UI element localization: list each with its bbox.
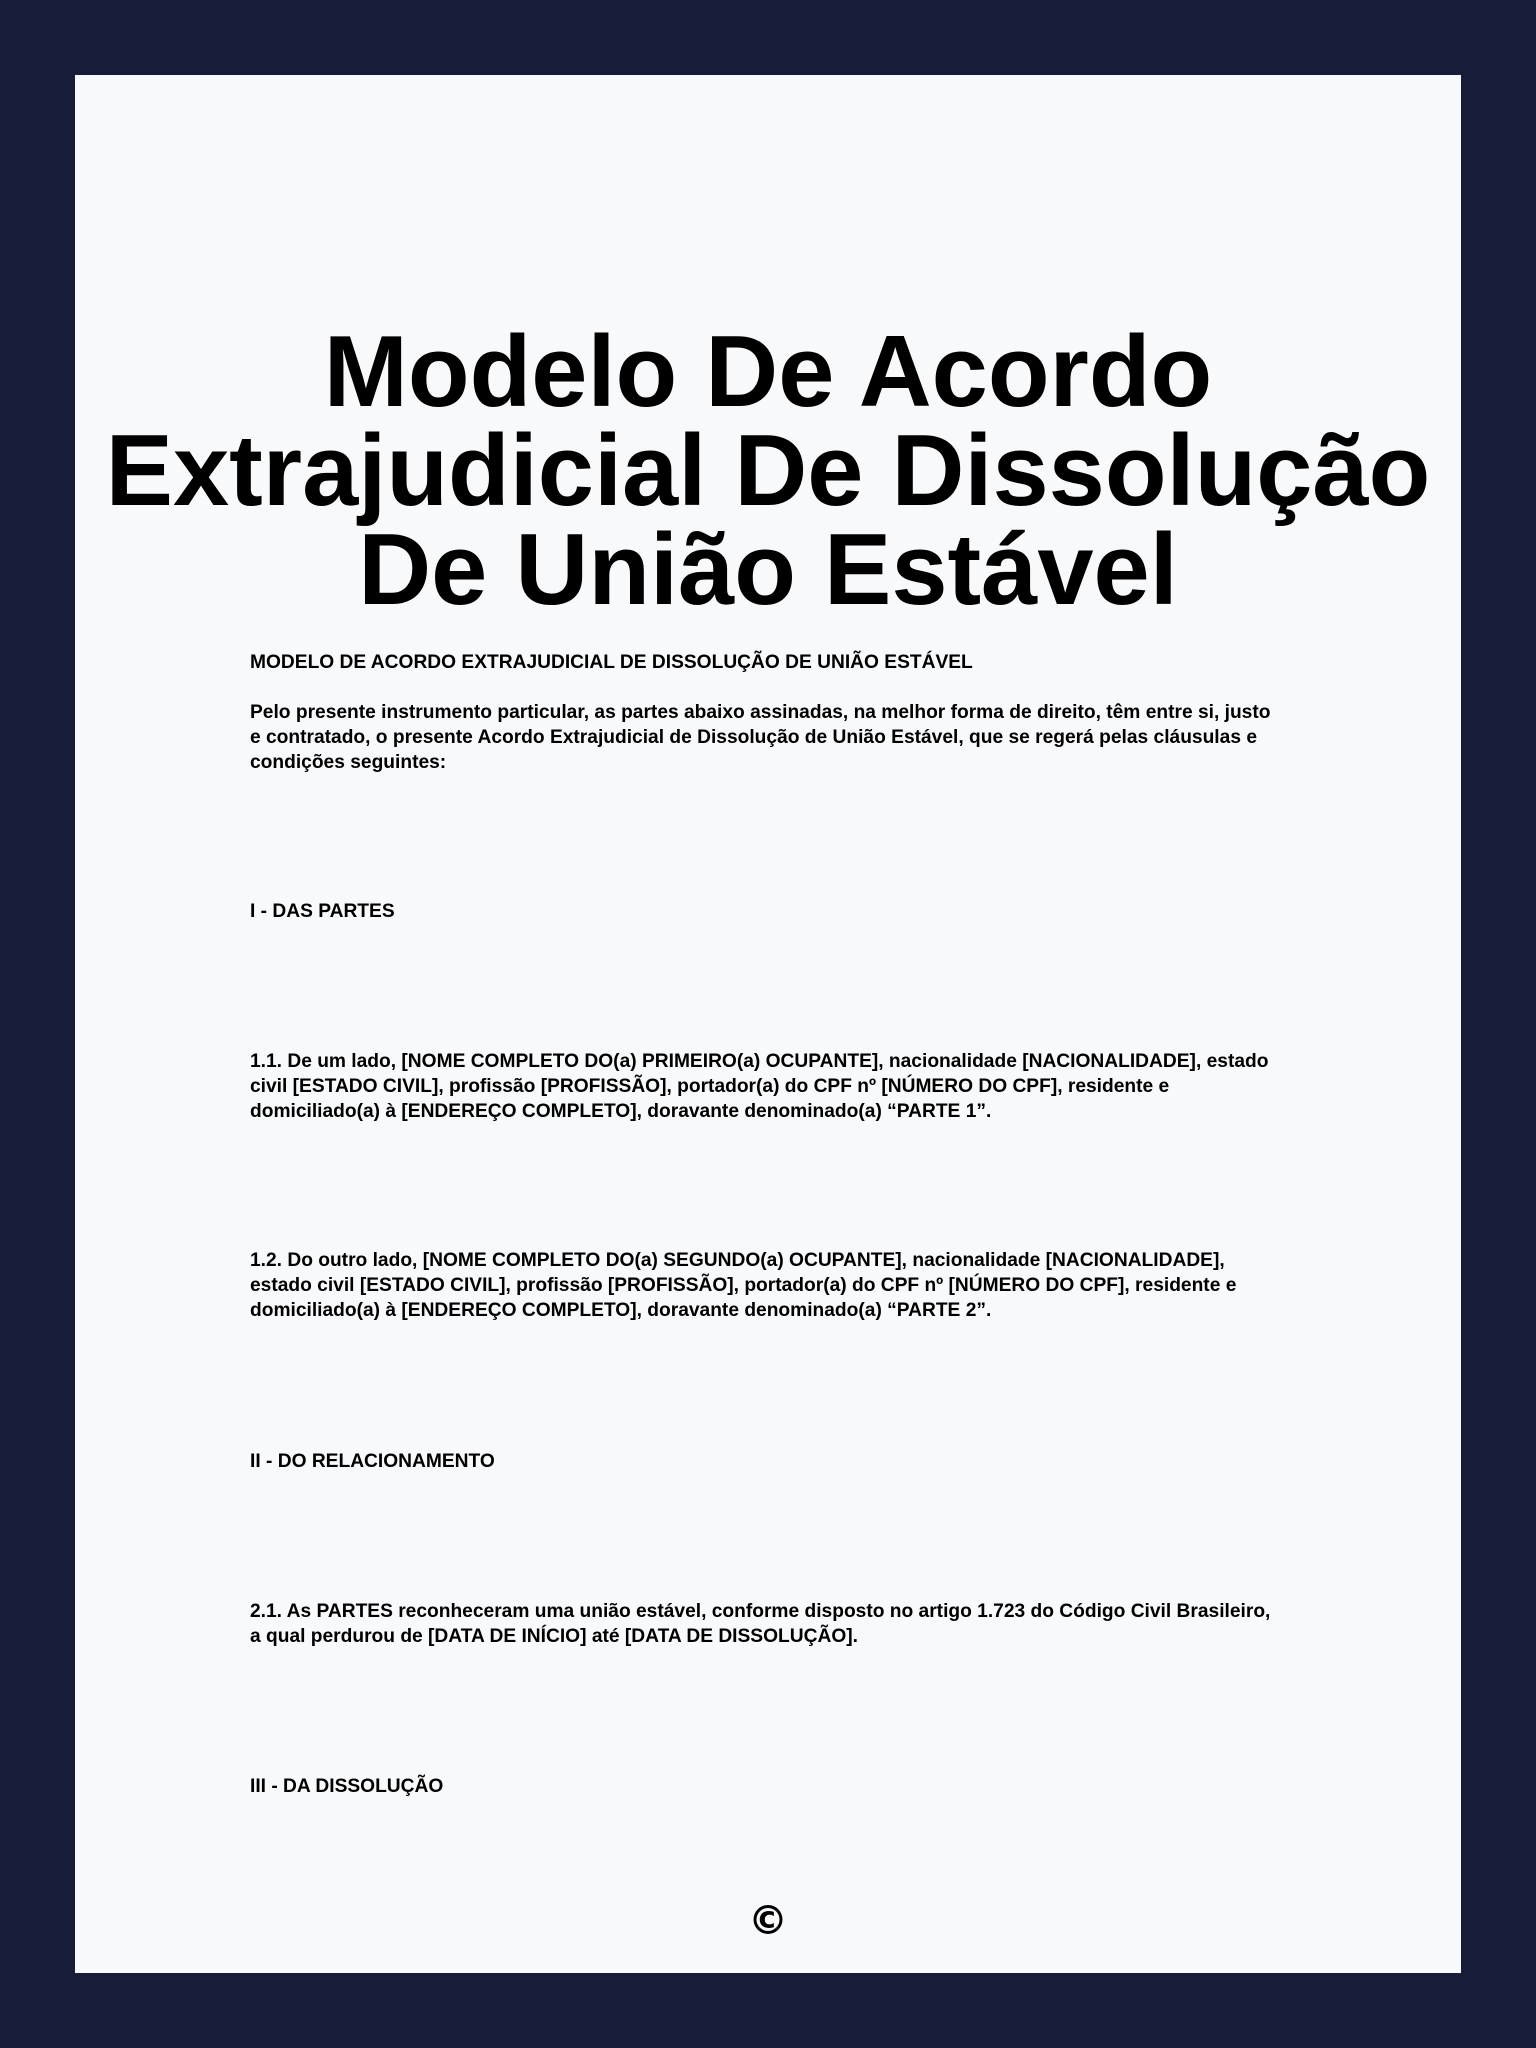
section-2-title: II - DO RELACIONAMENTO xyxy=(250,1451,495,1472)
section-3-title: III - DA DISSOLUÇÃO xyxy=(250,1776,444,1797)
section-1-title: I - DAS PARTES xyxy=(250,901,395,922)
document-page xyxy=(75,75,1461,1973)
intro-paragraph: Pelo presente instrumento particular, as partes abaixo assinadas, na melhor forma de direito, têm entre si, justo e contratado, o presente Acordo Extrajudicial de Dissolução de União Estável, que se regerá pelas cláusulas e condições seguintes: xyxy=(250,702,1271,773)
clause-2-1: 2.1. As PARTES reconheceram uma união estável, conforme disposto no artigo 1.723 do Código Civil Brasileiro, a qual perdurou de [DATA DE INÍCIO] até [DATA DE DISSOLUÇÃO]. xyxy=(250,1601,1271,1647)
copyright-icon: © xyxy=(748,1898,788,1944)
clause-1-1: 1.1. De um lado, [NOME COMPLETO DO(a) PRIMEIRO(a) OCUPANTE], nacionalidade [NACIONALIDADE], estado civil [ESTADO CIVIL], profissão [PROFISSÃO], portador(a) do CPF nº [NÚMERO DO CPF], residente e domiciliado(a) à [ENDEREÇO COMPLETO], doravante denominado(a) “PARTE 1”. xyxy=(250,1051,1269,1122)
document-heading: MODELO DE ACORDO EXTRAJUDICIAL DE DISSOLUÇÃO DE UNIÃO ESTÁVEL xyxy=(250,652,973,673)
document-title: Modelo De Acordo Extrajudicial De Dissolução De União Estável xyxy=(105,316,1431,626)
clause-1-2: 1.2. Do outro lado, [NOME COMPLETO DO(a) SEGUNDO(a) OCUPANTE], nacionalidade [NACIONALIDADE], estado civil [ESTADO CIVIL], profissão [PROFISSÃO], portador(a) do CPF nº [NÚMERO DO CPF], residente e domiciliado(a) à [ENDEREÇO COMPLETO], doravante denominado(a) “PARTE 2”. xyxy=(250,1250,1237,1321)
